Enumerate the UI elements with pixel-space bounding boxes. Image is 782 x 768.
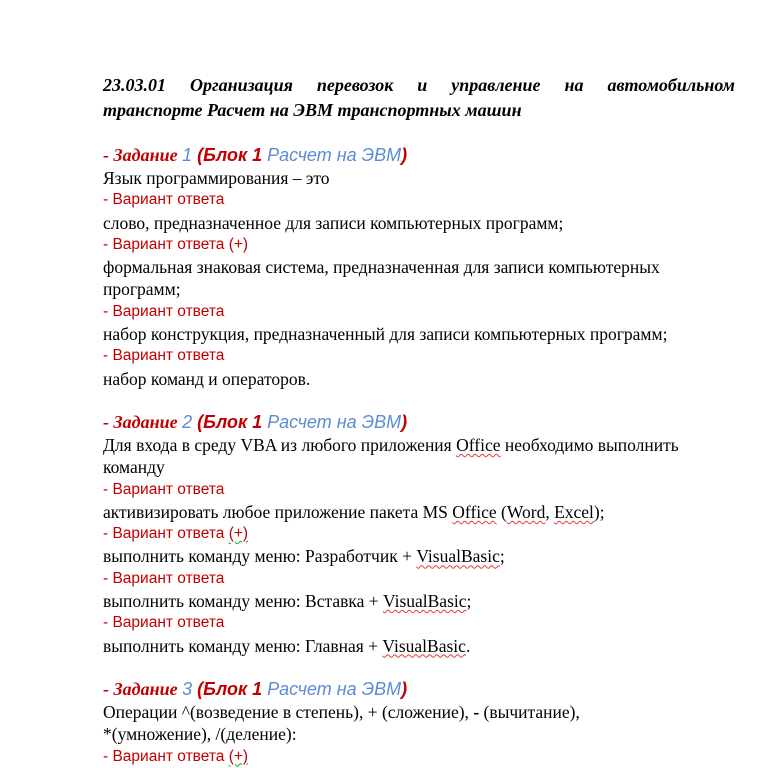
block-close-paren: ): [401, 411, 408, 432]
document-title: [103, 73, 735, 123]
answer-variant-label: - Вариант ответа: [103, 569, 225, 587]
block-close-paren: ): [401, 678, 408, 699]
bold-minus-operator: -: [473, 701, 480, 722]
document-title-line: 23.03.01 Организация перевозок и управление на автомобильном: [103, 75, 735, 95]
answer-variant-label: - Вариант ответа: [103, 614, 225, 632]
answer-variant-label: - Вариант ответа: [103, 302, 225, 320]
misspelled-word: VisualBasic: [382, 635, 466, 656]
answer-text-run: );: [593, 501, 605, 522]
correct-marker: (+): [228, 525, 249, 543]
answer-text-run: ,: [545, 501, 555, 522]
answer-text: слово, предназначенное для записи компьютерных программ;: [103, 212, 564, 233]
task-3-heading: [103, 677, 735, 701]
question-text-run: (вычитание),: [479, 701, 580, 722]
answer-text-run: .: [465, 635, 471, 656]
answer-text: [103, 635, 735, 657]
question-text: *(умножение), /(деление):: [103, 724, 297, 745]
misspelled-word: VisualBasic: [383, 591, 467, 612]
correct-marker: (+): [228, 747, 249, 765]
task-1-heading: [103, 143, 735, 167]
task-label: - Задание: [103, 145, 183, 165]
block-label: (Блок 1: [197, 145, 268, 165]
answer-text-run: (: [496, 501, 507, 522]
answer-text: набор конструкция, предназначенный для записи компьютерных программ;: [103, 324, 668, 345]
misspelled-word: Word: [506, 501, 546, 522]
question-text: команду: [103, 457, 165, 478]
question-text: Язык программирования – это: [103, 168, 330, 188]
misspelled-word: VisualBasic: [416, 546, 500, 567]
misspelled-word: Office: [452, 501, 497, 522]
answer-variant-label: - Вариант ответа: [103, 191, 225, 209]
task-section-2: [103, 410, 735, 657]
task-number: 3: [182, 678, 198, 699]
course-name: Расчет на ЭВМ: [267, 145, 402, 165]
question-text-run: Операции ^(возведение в степень), + (сложение),: [103, 701, 474, 722]
answer-variant-label: - Вариант ответа: [103, 480, 225, 498]
course-name: Расчет на ЭВМ: [267, 411, 402, 432]
answer-text-run: выполнить команду меню: Разработчик +: [103, 546, 417, 567]
answer-text: [103, 545, 735, 567]
question-text-run: Для входа в среду VBA из любого приложения: [103, 434, 457, 455]
course-name: Расчет на ЭВМ: [267, 678, 402, 699]
answer-text-run: ;: [499, 546, 505, 567]
block-label: (Блок 1: [197, 411, 268, 432]
answer-text-run: ;: [466, 591, 472, 612]
question-text-run: необходимо выполнить: [500, 434, 679, 455]
answer-text: программ;: [103, 279, 181, 300]
task-number: 1: [182, 145, 198, 165]
answer-text: набор команд и операторов.: [103, 368, 311, 389]
answer-text: [103, 501, 735, 523]
task-label: - Задание: [103, 678, 183, 699]
answer-variant-label-correct: [103, 523, 735, 545]
answer-text: [103, 590, 735, 612]
document-title-line: транспорте Расчет на ЭВМ транспортных машин: [103, 100, 522, 120]
answer-text: формальная знаковая система, предназначенная для записи компьютерных: [103, 257, 660, 278]
task-2-heading: [103, 410, 735, 434]
answer-variant-text: - Вариант ответа: [103, 525, 229, 543]
misspelled-word: Office: [456, 434, 501, 455]
answer-variant-label-correct: [103, 746, 735, 768]
answer-variant-text: - Вариант ответа: [103, 747, 229, 765]
answer-text-run: выполнить команду меню: Главная +: [103, 635, 383, 656]
answer-text-run: активизировать любое приложение пакета MS: [103, 501, 453, 522]
question-text: [103, 701, 735, 723]
task-label: - Задание: [103, 411, 183, 432]
answer-variant-label: - Вариант ответа: [103, 347, 225, 365]
answer-text-run: выполнить команду меню: Вставка +: [103, 591, 383, 612]
task-section-3: [103, 677, 735, 768]
task-number: 2: [182, 411, 198, 432]
block-close-paren: ): [401, 145, 408, 165]
question-text: [103, 434, 735, 456]
answer-variant-label-correct: - Вариант ответа (+): [103, 235, 249, 253]
misspelled-word: Excel: [554, 501, 594, 522]
task-section-1: [103, 143, 735, 390]
block-label: (Блок 1: [197, 678, 268, 699]
